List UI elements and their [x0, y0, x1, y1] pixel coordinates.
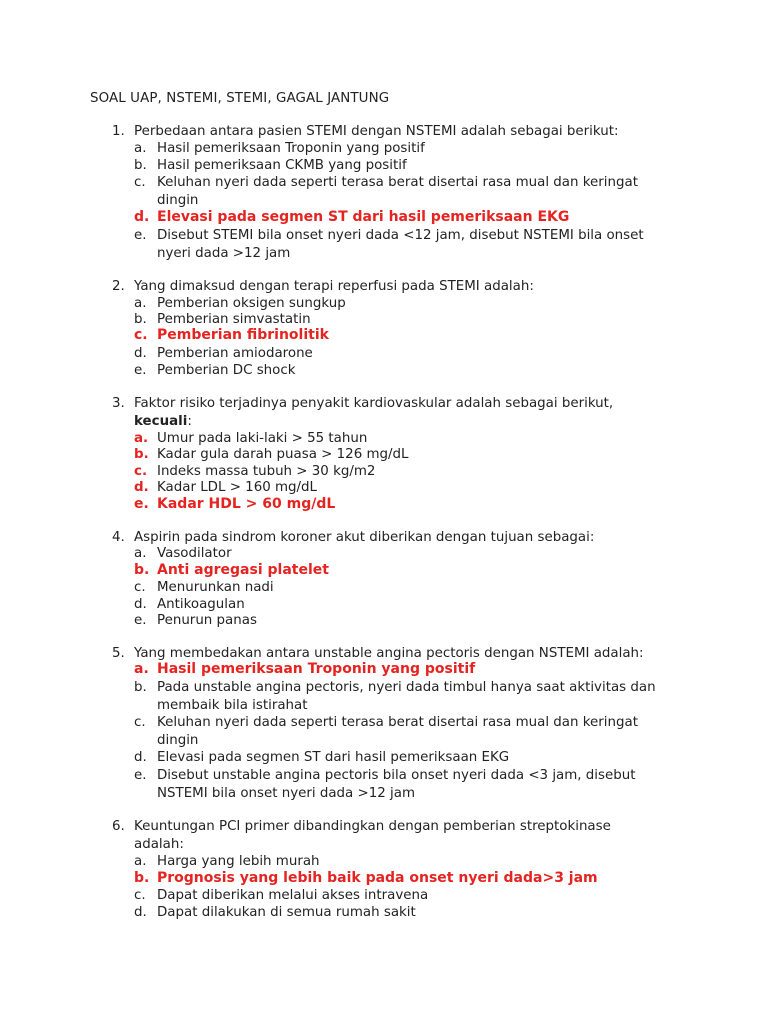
option-letter: c. [134, 464, 148, 479]
option-letter: a. [134, 141, 147, 156]
question-text-continued: adalah: [134, 837, 184, 852]
option-text: Indeks massa tubuh > 30 kg/m2 [157, 464, 376, 479]
correct-option-text: Anti agregasi platelet [157, 562, 329, 578]
option-letter: b. [134, 680, 147, 695]
option-text-continued: NSTEMI bila onset nyeri dada >12 jam [157, 786, 416, 801]
correct-option-text: Elevasi pada segmen ST dari hasil pemeriksaan EKG [157, 209, 570, 225]
option-letter: d. [134, 905, 147, 920]
option-letter: b. [134, 158, 147, 173]
option-text: Penurun panas [157, 613, 257, 628]
option-text: Dapat diberikan melalui akses intravena [157, 888, 429, 903]
emphasis-kecuali: kecuali [134, 414, 188, 429]
option-text-continued: nyeri dada >12 jam [157, 246, 291, 261]
option-text: Harga yang lebih murah [157, 854, 320, 869]
option-text: Pemberian simvastatin [157, 312, 311, 327]
correct-option-letter: b. [134, 562, 150, 578]
option-text: Kadar LDL > 160 mg/dL [157, 480, 318, 495]
question-text: Perbedaan antara pasien STEMI dengan NSTEMI adalah sebagai berikut: [134, 124, 619, 139]
correct-option-letter: e. [134, 496, 149, 512]
option-letter: b. [134, 312, 147, 327]
correct-option-text: Pemberian fibrinolitik [157, 327, 329, 343]
correct-option-text: Kadar HDL > 60 mg/dL [157, 496, 336, 512]
option-letter: a. [134, 854, 147, 869]
option-text: Disebut STEMI bila onset nyeri dada <12 jam, disebut NSTEMI bila onset [157, 228, 644, 243]
emphasis-suffix: : [187, 414, 192, 429]
option-letter: e. [134, 363, 147, 378]
option-text: Pada unstable angina pectoris, nyeri dada timbul hanya saat aktivitas dan [157, 680, 656, 695]
option-text: Disebut unstable angina pectoris bila onset nyeri dada <3 jam, disebut [157, 768, 636, 783]
option-text: Pemberian DC shock [157, 363, 296, 378]
question-number: 6. [112, 819, 125, 834]
option-text: Hasil pemeriksaan Troponin yang positif [157, 141, 425, 156]
option-letter: a. [134, 546, 147, 561]
option-text: Pemberian amiodarone [157, 346, 313, 361]
option-text-continued: dingin [157, 733, 199, 748]
option-letter: e. [134, 768, 147, 783]
question-text: Aspirin pada sindrom koroner akut diberikan dengan tujuan sebagai: [134, 530, 595, 545]
option-letter: a. [134, 296, 147, 311]
option-letter: e. [134, 228, 147, 243]
question-number: 3. [112, 396, 125, 411]
option-text: Dapat dilakukan di semua rumah sakit [157, 905, 416, 920]
option-letter: b. [134, 447, 149, 462]
option-letter: d. [134, 750, 147, 765]
question-number: 2. [112, 279, 125, 294]
option-letter: d. [134, 346, 147, 361]
question-number: 5. [112, 646, 125, 661]
option-letter: c. [134, 888, 146, 903]
document-title: SOAL UAP, NSTEMI, STEMI, GAGAL JANTUNG [90, 91, 390, 106]
option-text-continued: membaik bila istirahat [157, 698, 308, 713]
correct-option-letter: d. [134, 209, 150, 225]
option-text: Menurunkan nadi [157, 580, 274, 595]
option-text: Vasodilator [157, 546, 232, 561]
question-number: 1. [112, 124, 125, 139]
question-text: Keuntungan PCI primer dibandingkan dengan pemberian streptokinase [134, 819, 611, 834]
option-text: Antikoagulan [157, 597, 245, 612]
option-letter: c. [134, 580, 146, 595]
question-text: Faktor risiko terjadinya penyakit kardiovaskular adalah sebagai berikut, [134, 396, 614, 411]
option-letter: e. [134, 613, 147, 628]
option-letter: a. [134, 431, 149, 446]
option-text: Elevasi pada segmen ST dari hasil pemeriksaan EKG [157, 750, 510, 765]
question-text: Yang dimaksud dengan terapi reperfusi pada STEMI adalah: [134, 279, 534, 294]
option-text: Kadar gula darah puasa > 126 mg/dL [157, 447, 409, 462]
option-text-continued: dingin [157, 193, 199, 208]
option-letter: c. [134, 175, 146, 190]
option-text: Umur pada laki-laki > 55 tahun [157, 431, 368, 446]
option-letter: d. [134, 480, 149, 495]
option-text: Keluhan nyeri dada seperti terasa berat disertai rasa mual dan keringat [157, 175, 638, 190]
correct-option-letter: c. [134, 327, 148, 343]
option-text: Keluhan nyeri dada seperti terasa berat disertai rasa mual dan keringat [157, 715, 638, 730]
question-number: 4. [112, 530, 125, 545]
option-text: Pemberian oksigen sungkup [157, 296, 346, 311]
question-text: Yang membedakan antara unstable angina pectoris dengan NSTEMI adalah: [134, 646, 644, 661]
option-letter: d. [134, 597, 147, 612]
correct-option-text: Hasil pemeriksaan Troponin yang positif [157, 661, 476, 677]
question-text-continued [134, 413, 192, 430]
option-letter: c. [134, 715, 146, 730]
correct-option-letter: a. [134, 661, 149, 677]
option-text: Hasil pemeriksaan CKMB yang positif [157, 158, 407, 173]
correct-option-letter: b. [134, 870, 150, 886]
correct-option-text: Prognosis yang lebih baik pada onset nyeri dada>3 jam [157, 870, 598, 886]
